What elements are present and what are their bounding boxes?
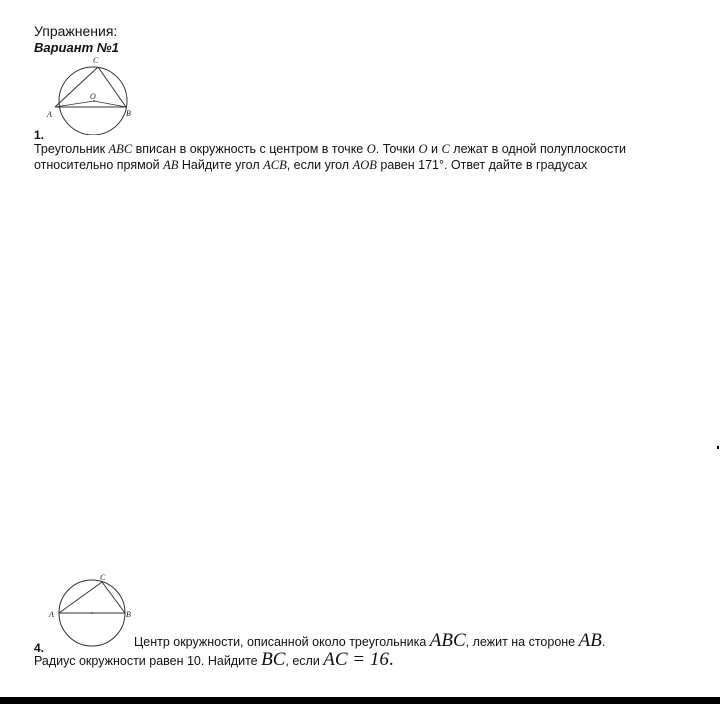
- variant-title: Вариант №1: [34, 40, 119, 55]
- task-4-line-1: Центр окружности, описанной около треугольника ABC, лежит на стороне AB.: [134, 630, 606, 651]
- label-a: A: [47, 110, 52, 119]
- side-ac: [59, 582, 102, 613]
- edge-mark: [717, 446, 719, 449]
- label-b: B: [126, 610, 131, 619]
- label-o: O: [90, 92, 96, 101]
- task-1-text: Треугольник ABC вписан в окружность с центром в точке O. Точки O и C лежат в одной полуплоскости относительно прямой AB Найдите угол ACB, если угол AOB равен 171°. Ответ дайте в градусах: [34, 142, 626, 172]
- figure-4-circle-diagram: [44, 572, 144, 652]
- center-point: [91, 612, 93, 614]
- bottom-border: [0, 697, 720, 704]
- radius-ob: [94, 101, 126, 107]
- figure-1-circle-diagram: [38, 53, 148, 135]
- label-c: C: [93, 56, 99, 65]
- task-1-number: 1.: [34, 128, 45, 142]
- label-b: B: [126, 109, 131, 118]
- task-4-number: 4.: [34, 641, 45, 655]
- task-4-line-2: Радиус окружности равен 10. Найдите BC, если AC = 16.: [34, 649, 394, 670]
- label-a: A: [49, 610, 54, 619]
- page-heading: Упражнения:: [34, 23, 118, 39]
- label-c: C: [100, 573, 106, 582]
